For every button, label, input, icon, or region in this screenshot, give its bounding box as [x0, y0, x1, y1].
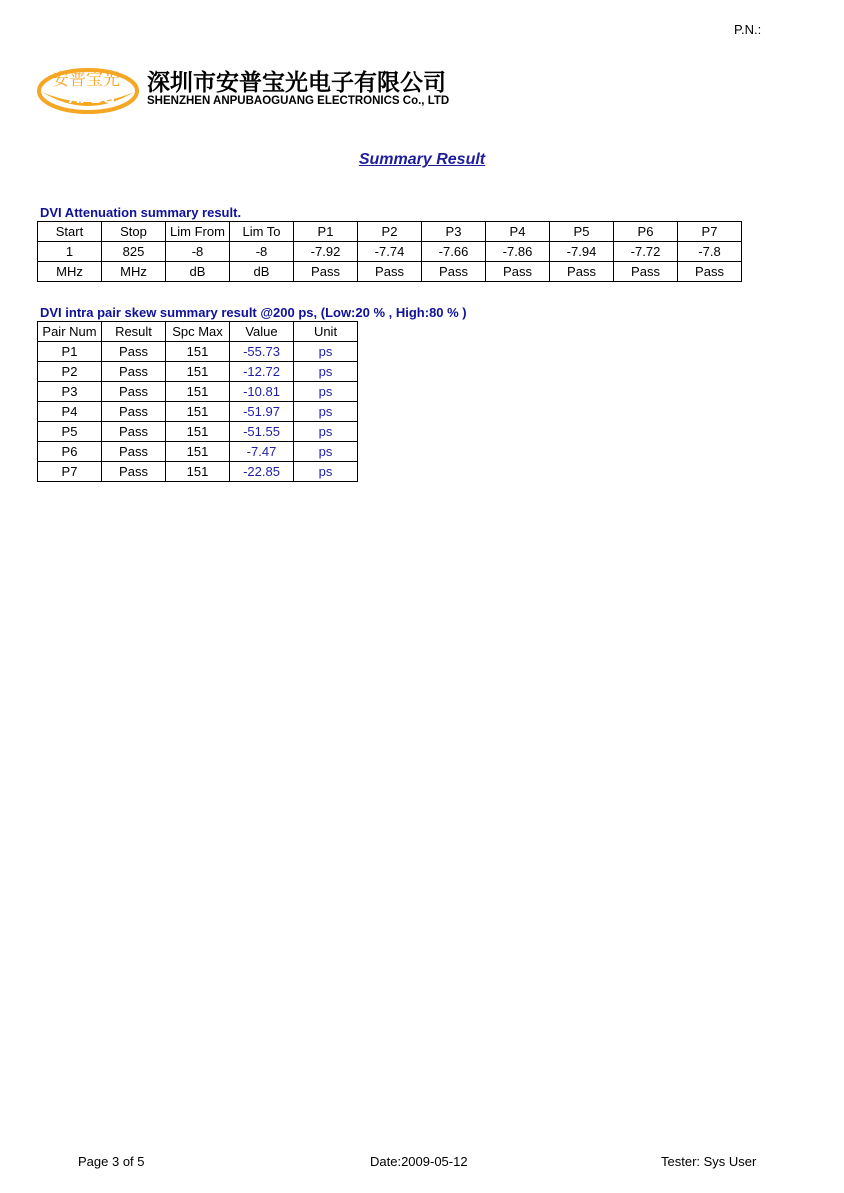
table-cell: ps [294, 402, 358, 422]
table-header-cell: P2 [358, 222, 422, 242]
skew-section-title: DVI intra pair skew summary result @200 ps, (Low:20 % , High:80 % ) [40, 305, 467, 320]
table-cell: -12.72 [230, 362, 294, 382]
table-cell: 1 [38, 242, 102, 262]
table-cell: -22.85 [230, 462, 294, 482]
table-cell: 151 [166, 342, 230, 362]
table-header-cell: P7 [678, 222, 742, 242]
table-cell: Pass [102, 382, 166, 402]
part-number-label: P.N.: [734, 22, 762, 37]
table-cell: MHz [102, 262, 166, 282]
table-cell: Pass [486, 262, 550, 282]
table-header-cell: Unit [294, 322, 358, 342]
table-cell: Pass [102, 342, 166, 362]
table-cell: -7.8 [678, 242, 742, 262]
footer-date: Date:2009-05-12 [370, 1154, 468, 1169]
table-cell: -7.92 [294, 242, 358, 262]
table-cell: Pass [102, 462, 166, 482]
table-cell: P2 [38, 362, 102, 382]
table-header-cell: Value [230, 322, 294, 342]
table-cell: 151 [166, 442, 230, 462]
table-cell: Pass [614, 262, 678, 282]
skew-header-row [38, 322, 358, 342]
table-row [38, 422, 358, 442]
table-header-cell: Pair Num [38, 322, 102, 342]
table-cell: -51.97 [230, 402, 294, 422]
table-row [38, 362, 358, 382]
table-header-cell: Spc Max [166, 322, 230, 342]
table-header-cell: P1 [294, 222, 358, 242]
table-row [38, 462, 358, 482]
footer-page-number: Page 3 of 5 [78, 1154, 145, 1169]
table-cell: -51.55 [230, 422, 294, 442]
table-cell: -7.94 [550, 242, 614, 262]
table-cell: ps [294, 382, 358, 402]
table-row [38, 442, 358, 462]
table-cell: 825 [102, 242, 166, 262]
footer-tester: Tester: Sys User [661, 1154, 757, 1169]
table-cell: -8 [230, 242, 294, 262]
table-cell: -7.86 [486, 242, 550, 262]
table-cell: -8 [166, 242, 230, 262]
table-cell: dB [166, 262, 230, 282]
table-cell: 151 [166, 402, 230, 422]
table-header-cell: Lim To [230, 222, 294, 242]
company-name-chinese: 深圳市安普宝光电子有限公司 [147, 70, 446, 96]
table-cell: Pass [102, 442, 166, 462]
table-cell: Pass [422, 262, 486, 282]
table-cell: P7 [38, 462, 102, 482]
table-header-cell: Result [102, 322, 166, 342]
table-cell: Pass [102, 402, 166, 422]
attenuation-unit-row [38, 262, 742, 282]
table-cell: P6 [38, 442, 102, 462]
table-cell: -55.73 [230, 342, 294, 362]
table-cell: Pass [102, 362, 166, 382]
table-cell: 151 [166, 362, 230, 382]
table-header-cell: P5 [550, 222, 614, 242]
attenuation-header-row [38, 222, 742, 242]
table-header-cell: Stop [102, 222, 166, 242]
page-title: Summary Result [358, 151, 486, 168]
table-cell: Pass [678, 262, 742, 282]
table-cell: MHz [38, 262, 102, 282]
logo-en-text: APBG [68, 90, 116, 107]
table-cell: P4 [38, 402, 102, 422]
table-header-cell: Lim From [166, 222, 230, 242]
attenuation-table [37, 221, 742, 282]
table-cell: 151 [166, 382, 230, 402]
table-cell: ps [294, 442, 358, 462]
skew-table [37, 321, 358, 482]
table-cell: ps [294, 462, 358, 482]
table-header-cell: Start [38, 222, 102, 242]
table-cell: -7.66 [422, 242, 486, 262]
table-cell: ps [294, 362, 358, 382]
table-cell: Pass [550, 262, 614, 282]
table-header-cell: P3 [422, 222, 486, 242]
attenuation-section-title: DVI Attenuation summary result. [40, 205, 242, 220]
table-row [38, 342, 358, 362]
table-cell: 151 [166, 422, 230, 442]
attenuation-value-row [38, 242, 742, 262]
company-name-english: SHENZHEN ANPUBAOGUANG ELECTRONICS Co., LTD [147, 95, 450, 107]
table-cell: 151 [166, 462, 230, 482]
table-cell: ps [294, 422, 358, 442]
table-cell: Pass [102, 422, 166, 442]
table-cell: dB [230, 262, 294, 282]
table-cell: -7.74 [358, 242, 422, 262]
table-cell: -10.81 [230, 382, 294, 402]
table-cell: Pass [358, 262, 422, 282]
table-cell: P5 [38, 422, 102, 442]
table-cell: Pass [294, 262, 358, 282]
table-cell: -7.47 [230, 442, 294, 462]
table-cell: -7.72 [614, 242, 678, 262]
table-header-cell: P6 [614, 222, 678, 242]
table-cell: ps [294, 342, 358, 362]
table-cell: P3 [38, 382, 102, 402]
logo-cn-text: 安普宝光 [52, 70, 120, 90]
company-logo [36, 60, 140, 116]
table-cell: P1 [38, 342, 102, 362]
table-header-cell: P4 [486, 222, 550, 242]
table-row [38, 402, 358, 422]
table-row [38, 382, 358, 402]
